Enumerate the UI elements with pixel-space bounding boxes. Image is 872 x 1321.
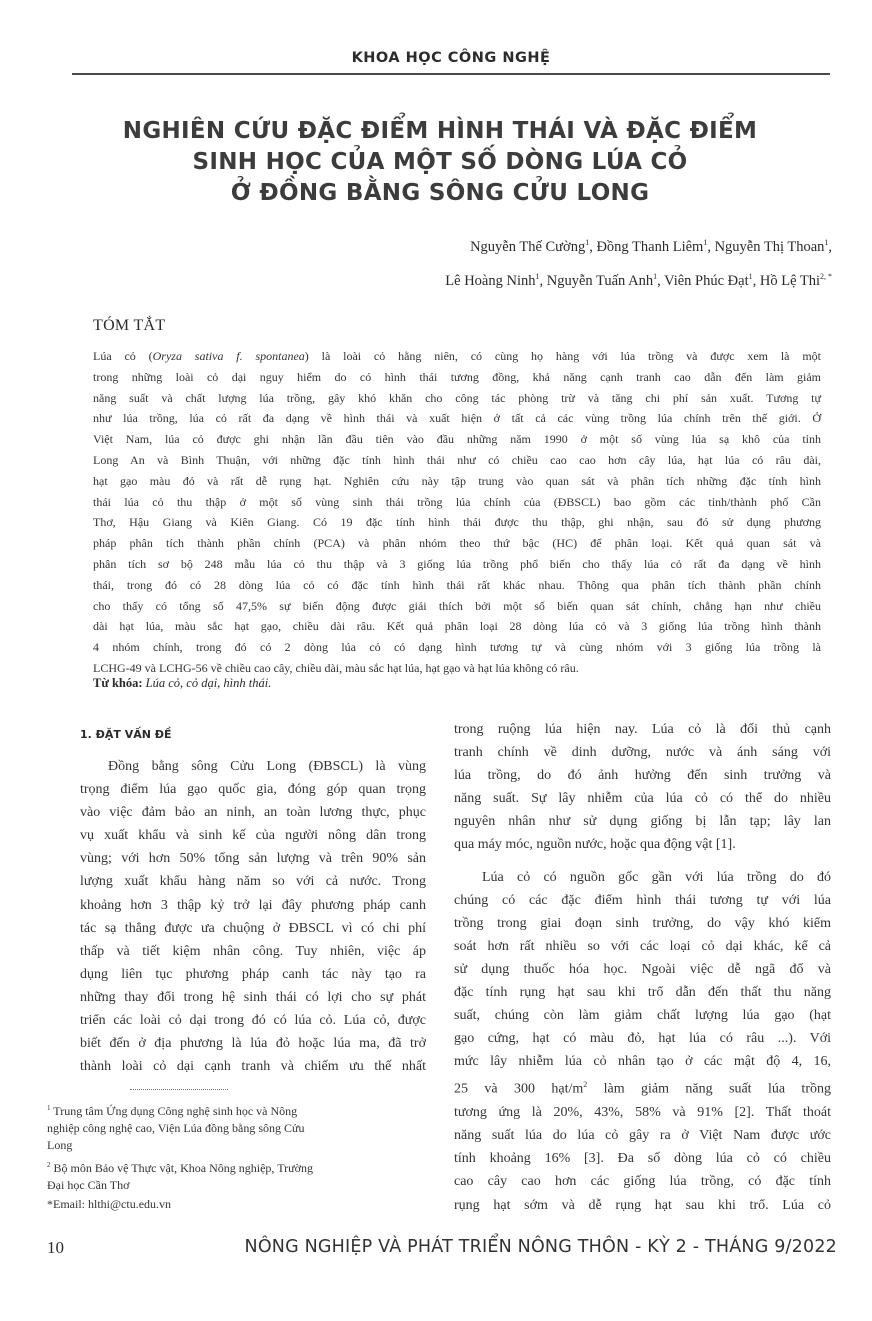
body-line: mức lây nhiễm lúa cỏ nhân tạo ở các mật độ 4, 16,: [454, 1054, 831, 1070]
author-name: Nguyễn Tuấn Anh: [546, 272, 654, 289]
author-list: [132, 228, 832, 296]
abstract-body: [93, 346, 821, 679]
body-line: tranh chính về dinh dưỡng, nước và ánh sáng với: [454, 745, 831, 761]
body-line: vùng; với hơn 50% tổng sản lượng và trên 90% sản: [80, 851, 426, 867]
abstract-line: dài hạt lúa, màu sắc hạt gạo, chiều dài râu. Kết quả phân loại 28 dòng lúa cỏ và 3 giống lúa trồng hình thành: [93, 619, 821, 634]
body-line: vụ xuất khẩu và sinh kế của người nông dân trong: [80, 828, 426, 844]
author-name: Nguyễn Thị Thoan: [714, 238, 825, 255]
body-line: sử dụng thuốc hóa học. Ngoài việc dễ ngã đổ và: [454, 961, 831, 977]
body-line: trong ruộng lúa hiện nay. Lúa cỏ là đối thủ cạnh: [454, 722, 831, 737]
body-line: năng suất. Sự lây nhiễm của lúa cỏ có thể do nhiều: [454, 791, 831, 807]
body-line: tác sạ thẳng được ưa chuộng ở ĐBSCL vì có chi phí: [80, 920, 426, 936]
footnote-line: [47, 1137, 427, 1154]
species-name: Oryza sativa f. spontanea: [152, 349, 305, 363]
author-name: Viên Phúc Đạt: [664, 272, 749, 289]
body-line: trồng trong giai đoạn sinh trưởng, do vậy khó kiểm: [454, 915, 831, 931]
body-line: gạo cứng, hạt có màu đỏ, hạt lúa có râu ...). Với: [454, 1031, 831, 1047]
body-text: 25 và 300 hạt/m: [454, 1082, 584, 1098]
footnote-text: *Email: hlthi@ctu.edu.vn: [47, 1197, 172, 1212]
footnote-text: nghiệp công nghệ cao, Viện Lúa đồng bằng sông Cửu: [47, 1121, 305, 1136]
footnote: [47, 1157, 427, 1194]
author-line: Lê Hoàng Ninh$^1$, Nguyễn Tuấn Anh$^1$, Viên Phúc Đạt$^1$, Hồ Lệ Thi$^{2, *}$: [445, 271, 832, 289]
superscript: 2: [583, 1080, 588, 1090]
body-line: thành loài cỏ dại cạnh tranh và chiếm ưu thế nhất: [80, 1059, 426, 1075]
abstract-line: năng suất và chất lượng lúa trồng, gây khó khăn cho công tác phòng trừ và tăng chi phí sản xuất. Tương tự: [93, 390, 821, 405]
body-line: rụng hạt sớm và dễ rụng hạt sau khi trổ. Lúa cỏ: [454, 1197, 831, 1213]
abstract-line: [93, 346, 821, 367]
abstract-line: phân tích sơ bộ 248 mẫu lúa cỏ thu thập và 3 giống lúa trồng phổ biến cho thấy lúa cỏ rất đa dạng về hình: [93, 556, 821, 571]
body-line: những thay đổi trong hệ sinh thái có lợi cho sự phát: [80, 989, 426, 1005]
abstract-line: Việt Nam, lúa cỏ được ghi nhận lần đầu tiên vào đầu những năm 1990 ở một số vùng lúa sạ khô của tỉnh: [93, 432, 821, 447]
author-name: Lê Hoàng Ninh: [445, 272, 536, 289]
body-line: chúng có các đặc điểm hình thái tương tự với lúa: [454, 892, 831, 908]
right-column: [454, 718, 831, 1217]
header-rule: [72, 73, 830, 75]
affiliation-mark: 1: [748, 271, 753, 281]
body-line: trọng điểm lúa gạo quốc gia, đóng góp quan trọng: [80, 782, 426, 798]
body-text: làm giảm năng suất lúa trồng: [587, 1082, 831, 1098]
keywords-label: Từ khóa:: [93, 676, 143, 690]
body-line: Đồng bằng sông Cửu Long (ĐBSCL) là vùng: [108, 759, 426, 774]
abstract-line: hạt gạo màu đỏ và rất dễ rụng hạt. Nghiên cứu này tập trung vào quan sát và phân tích những đặc tính hình: [93, 473, 821, 488]
body-line: lúa trồng, do đó ảnh hưởng đến sinh trưởng và: [454, 768, 831, 784]
body-line: qua máy móc, nguồn nước, hoặc qua động vật [1].: [454, 837, 736, 853]
body-line: [454, 1073, 831, 1101]
body-line: lượng xuất khẩu hàng năm so với cả nước. Trong: [80, 874, 426, 890]
footnote-text: Đại học Cần Thơ: [47, 1177, 130, 1192]
footnote-line: [47, 1157, 427, 1177]
section-label: KHOA HỌC CÔNG NGHỆ: [351, 50, 551, 66]
body-line: soát hơn rất nhiều so với các loại cỏ dại khác, kể cả: [454, 938, 831, 954]
abstract-line: pháp phân tích thành phần chính (PCA) và phân nhóm theo thứ bậc (HC) để phân loại. Kết quả quan sát và: [93, 536, 821, 551]
affiliation-mark: 1: [585, 238, 590, 247]
footnote-line: [47, 1177, 427, 1194]
abstract-text: ) là loài cỏ hằng niên, có cùng họ hàng với lúa trồng và được xem là một: [304, 349, 821, 363]
abstract-line: trong những loài cỏ dại nguy hiểm do có hình thái tương đồng, khả năng cạnh tranh cao dẫn đến làm giảm: [93, 369, 821, 384]
body-line: biết đến ở địa phương là lúa đỏ hoặc lúa ma, đã trở: [80, 1036, 426, 1052]
abstract-line: LCHG-49 và LCHG-56 về chiều cao cây, chiều dài, màu sắc hạt lúa, hạt gạo và hạt lúa không có râu.: [93, 660, 579, 675]
footnote-line: [47, 1100, 427, 1120]
body-line: tương ứng là 20%, 43%, 58% và 91% [2]. Thất thoát: [454, 1105, 831, 1121]
author-line: Nguyễn Thế Cường$^1$, Đồng Thanh Liêm$^1$, Nguyễn Thị Thoan$^1$,: [470, 238, 832, 255]
footnote-mark: 2: [47, 1160, 51, 1169]
affiliation-mark: 1: [535, 271, 540, 281]
article-title: [40, 116, 840, 209]
footnote-text: Trung tâm Ứng dụng Công nghệ sinh học và Nông: [50, 1104, 298, 1118]
body-line: nguyên nhân như sử dụng giống bị lẫn tạp; lây lan: [454, 814, 831, 830]
left-column: [80, 755, 426, 1078]
abstract-line: thái, trong đó có 28 dòng lúa cỏ có đặc tính hình thái rất khác nhau. Thông qua phân tích thành phần chính: [93, 577, 821, 592]
footnote: [47, 1100, 427, 1155]
abstract-line: 4 nhóm chính, trong đó có 2 dòng lúa cỏ có dạng hình tương tự và cùng nhóm với 3 giống lúa trồng là: [93, 640, 821, 655]
author-name: Hồ Lệ Thi: [759, 272, 820, 289]
footnote-mark: 1: [47, 1104, 51, 1112]
abstract-line: Long An và Bình Thuận, với những đặc tính hình thái như có chiều cao cao hơn cây lúa, hạt lúa có râu dài,: [93, 452, 821, 467]
abstract-line: thái lúa cỏ thu thập ở một số vùng sinh thái trồng lúa chính của (ĐBSCL) bao gồm các tỉnh/thành phố Cần: [93, 494, 821, 509]
body-line: thấp và tiết kiệm nhân công. Tuy nhiên, việc áp: [80, 943, 426, 959]
paragraph: [454, 1101, 831, 1216]
body-line: vào việc đảm bảo an ninh, an toàn lương thực, phục: [80, 805, 426, 821]
body-line: triển các loài cỏ dại trong đó có lúa cỏ. Lúa cỏ, được: [80, 1013, 426, 1029]
body-line: Lúa cỏ có nguồn gốc gần với lúa trồng do đó: [482, 869, 831, 885]
title-line: Ở ĐỒNG BẰNG SÔNG CỬU LONG: [230, 180, 650, 206]
affiliation-mark: 2, *: [820, 271, 832, 281]
footnote-text: Long: [47, 1138, 73, 1153]
title-line: NGHIÊN CỨU ĐẶC ĐIỂM HÌNH THÁI VÀ ĐẶC ĐIỂM: [122, 118, 758, 144]
affiliation-mark: 1: [824, 238, 829, 247]
keywords: [93, 676, 271, 691]
footnote-divider: [130, 1089, 228, 1090]
section-header: [72, 50, 830, 75]
affiliation-mark: 1: [653, 271, 658, 281]
body-line: tính khoảng 16% [3]. Đa số dòng lúa cỏ có chiều: [454, 1151, 831, 1167]
paragraph: [454, 866, 831, 1074]
footnotes: [47, 1100, 427, 1215]
abstract-heading: TÓM TẮT: [93, 317, 166, 334]
journal-name: NÔNG NGHIỆP VÀ PHÁT TRIỂN NÔNG THÔN - KỲ 2 - THÁNG 9/2022: [244, 1237, 837, 1257]
footnote: [47, 1196, 427, 1213]
paragraph: [454, 718, 831, 857]
body-line: khoảng hơn 3 thập kỷ trở lại đây phương pháp canh: [80, 897, 426, 913]
abstract-lines: [93, 367, 821, 679]
paragraph-gap: [454, 857, 831, 866]
title-line: SINH HỌC CỦA MỘT SỐ DÒNG LÚA CỎ: [192, 149, 688, 175]
abstract-text: Lúa cỏ (: [93, 349, 153, 363]
abstract-line: cho thấy có tổng số 47,5% sự biến động được giải thích bởi một số biến quan sát chính, chẳng hạn như chiều: [93, 598, 821, 613]
footnote-text: Bộ môn Bảo vệ Thực vật, Khoa Nông nghiệp, Trường: [50, 1160, 313, 1175]
footnote-line: [47, 1120, 427, 1137]
footnote-line: [47, 1196, 427, 1213]
author-name: Nguyễn Thế Cường: [470, 238, 586, 255]
abstract-line: Thơ, Hậu Giang và Kiên Giang. Có 19 đặc tính hình thái được thu thập, ghi nhận, sau đó sử dụng phương: [93, 515, 821, 530]
keywords-value: Lúa cỏ, cỏ dại, hình thái.: [145, 676, 272, 690]
section-heading: 1. ĐẶT VẤN ĐỀ: [80, 728, 172, 741]
affiliation-mark: 1: [703, 238, 708, 247]
body-line: năng suất lúa do lúa cỏ gây ra ở Việt Nam được ước: [454, 1128, 831, 1144]
body-line: cao cây cao hơn các giống lúa trồng, có đặc tính: [454, 1174, 831, 1190]
page-number: 10: [47, 1238, 64, 1257]
author-name: Đồng Thanh Liêm: [596, 238, 704, 255]
body-line: đặc tính rụng hạt sau khi trổ dẫn đến thất thu năng: [454, 985, 831, 1001]
body-line: suất, chúng còn làm giảm chất lượng lúa gạo (hạt: [454, 1008, 831, 1024]
body-line: dụng liên tục phương pháp canh tác này tạo ra: [80, 966, 426, 982]
abstract-line: như lúa trồng, lúa cỏ rất đa dạng về hình thái và xuất hiện ở tất cả các vùng trồng lúa chính trên thế giới. Ở: [93, 411, 821, 426]
